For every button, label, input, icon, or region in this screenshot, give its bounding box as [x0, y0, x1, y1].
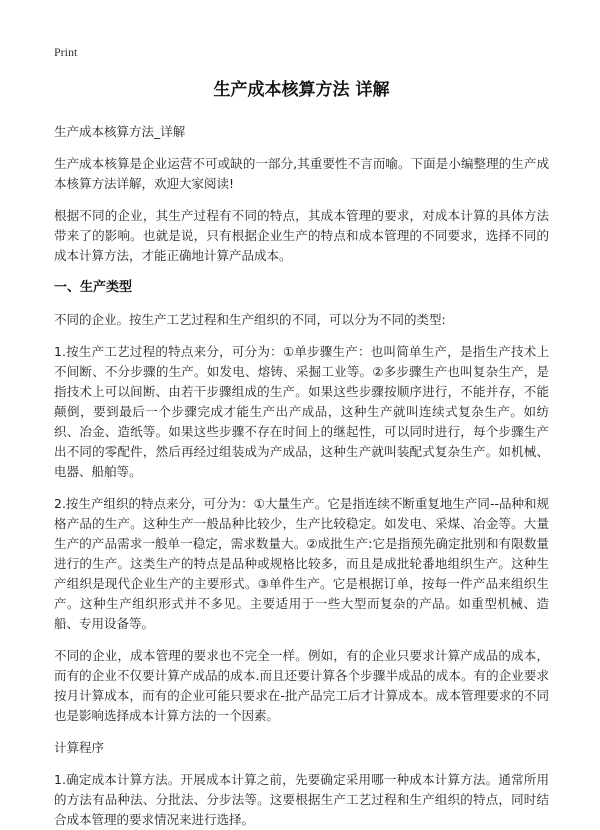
print-label: Print: [54, 45, 78, 59]
organization-classification-paragraph: 2.按生产组织的特点来分，可分为：①大量生产。它是指连续不断重复地生产同--品种和规格产品的生产。这种生产一般品种比较少，生产比较稳定。如发电、采煤、冶金等。大量生产的产品需求一般单一稳定，需求数量大。②成批生产:它是指预先确定批别和有限数量进行的生产。这类生产的特点是品种或规格比较多，而且是成批轮番地组织生产。这种生产组织是现代企业生产的主要形式。③单件生产。它是根据订单，按每一件产品来组织生产。这种生产组织形式并不多见。主要适用于一些大型而复杂的产品。如重型机械、造船、专用设备等。: [54, 496, 549, 631]
overview-paragraph: 根据不同的企业，其生产过程有不同的特点，其成本管理的要求，对成本计算的具体方法带来了的影响。也就是说，只有根据企业生产的特点和成本管理的不同要求，选择不同的成本计算方法，才能正确地计算产品成本。: [54, 208, 549, 263]
section-heading-calculation-procedure: 计算程序: [54, 740, 105, 755]
section-heading-production-types: 一、生产类型: [54, 280, 133, 295]
calculation-step-paragraph: 1.确定成本计算方法。开展成本计算之前，先要确定采用哪一种成本计算方法。通常所用的方法有品种法、分批法、分步法等。这要根据生产工艺过程和生产组织的特点，同时结合成本管理的要求情况来进行选择。: [54, 772, 549, 827]
process-classification-paragraph: 1.按生产工艺过程的特点来分，可分为：①单步骤生产：也叫简单生产，是指生产技术上不间断、不分步骤的生产。如发电、熔铸、采掘工业等。②多步骤生产也叫复杂生产，是指技术上可以间断、由若干步骤组成的生产。如果这些步骤按顺序进行，不能并存，不能颠倒，要到最后一个步骤完成才能生产出产成品，这种生产就叫连续式复杂生产。如纺织、冶金、造纸等。如果这些步骤不存在时间上的继起性，可以同时进行，每个步骤生产出不同的零配件，然后再经过组装成为产成品，这种生产就叫装配式复杂生产。如机械、电器、船舶等。: [54, 344, 549, 479]
intro-paragraph: 生产成本核算是企业运营不可或缺的一部分,其重要性不言而喻。下面是小编整理的生产成本核算方法详解，欢迎大家阅读!: [54, 156, 549, 191]
cost-management-paragraph: 不同的企业，成本管理的要求也不完全一样。例如，有的企业只要求计算产成品的成本，而有的企业不仅要计算产成品的成本.而且还要计算各个步骤半成品的成本。有的企业要求按月计算成本，而有的企业可能只要求在-批产品完工后才计算成本。成本管理要求的不同也是影响选择成本计算方法的一个因素。: [54, 648, 549, 723]
document-subtitle: 生产成本核算方法_详解: [54, 124, 186, 139]
section-intro-paragraph: 不同的企业。按生产工艺过程和生产组织的不同，可以分为不同的类型:: [54, 312, 446, 327]
document-title: 生产成本核算方法 详解: [213, 80, 390, 100]
